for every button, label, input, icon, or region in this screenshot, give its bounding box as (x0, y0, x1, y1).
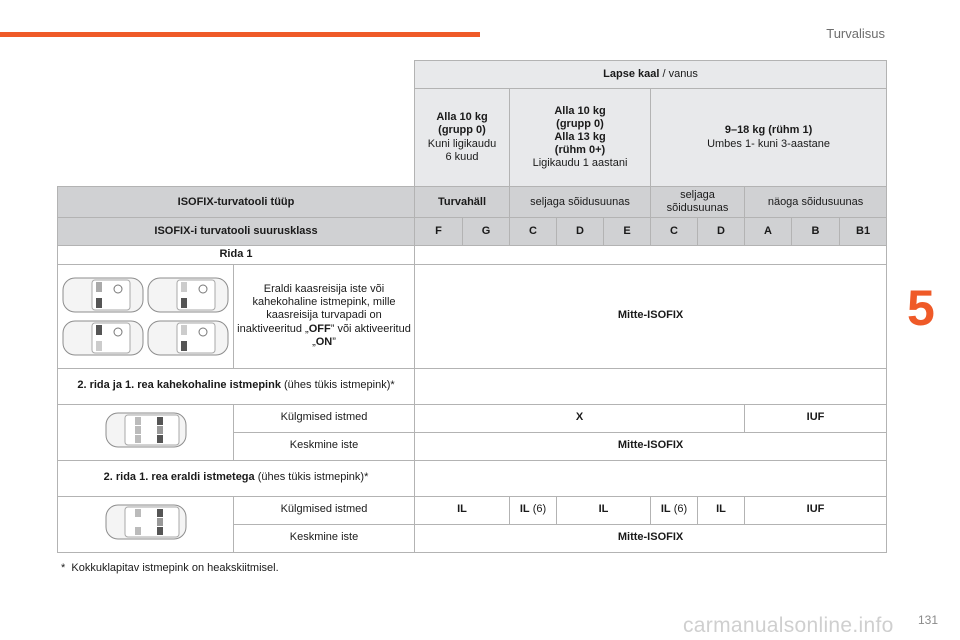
single-value-iuf: IUF (745, 496, 887, 524)
type-rear-facing-2: seljaga sõidusuunas (651, 187, 745, 218)
group-0plus-header: Alla 10 kg (grupp 0) Alla 13 kg (rühm 0+) Ligikaudu 1 aastani (510, 89, 651, 187)
section-title: Turvalisus (826, 26, 885, 41)
weight-age-header: Lapse kaal / vanus (415, 61, 887, 89)
size-class-cell: C (651, 218, 698, 246)
page-number: 131 (917, 613, 938, 627)
size-class-cell: E (604, 218, 651, 246)
size-class-label: ISOFIX-i turvatooli suurusklass (58, 218, 415, 246)
isofix-compatibility-table (57, 60, 887, 553)
car-seat-diagram-icon (62, 318, 144, 358)
footnote: * Kokkuklapitav istmepink on heakskiitmisel. (61, 562, 279, 574)
bench-row-title: 2. rida ja 1. rea kahekohaline istmepink (ühes tükis istmepink)* (58, 368, 415, 404)
group-0-header: Alla 10 kg (grupp 0) Kuni ligikaudu 6 kuud (415, 89, 510, 187)
single-value-il-6: IL (6) (510, 496, 557, 524)
single-seats-row-title: 2. rida 1. rea eraldi istmetega (ühes tükis istmepink)* (58, 460, 415, 496)
row-1-value: Mitte-ISOFIX (415, 264, 887, 368)
single-seat-diagram (58, 496, 234, 552)
row-1-description: Eraldi kaasreisija iste või kahekohaline istmepink, mille kaasreisija turvapadi on inaktiveeritud „OFF” või aktiveeritud „ON” (234, 264, 415, 368)
bench-middle-seat-label: Keskmine iste (234, 432, 415, 460)
type-carrycot: Turvahäll (415, 187, 510, 218)
size-class-cell: B1 (840, 218, 887, 246)
size-class-cell: D (557, 218, 604, 246)
bench-middle-value: Mitte-ISOFIX (415, 432, 887, 460)
chapter-number: 5 (907, 280, 935, 336)
size-class-cell: D (698, 218, 745, 246)
type-forward-facing: näoga sõidusuunas (745, 187, 887, 218)
single-value-il: IL (698, 496, 745, 524)
car-seat-diagram-icon (105, 410, 187, 450)
size-class-cell: F (415, 218, 463, 246)
table-corner-blank (58, 61, 415, 187)
car-seat-diagram-icon (105, 502, 187, 542)
seat-type-label: ISOFIX-turvatooli tüüp (58, 187, 415, 218)
orange-accent-bar (0, 32, 480, 37)
single-row-empty (415, 460, 887, 496)
row-1-empty (415, 246, 887, 264)
single-value-il: IL (557, 496, 651, 524)
row-1-seat-diagrams (58, 264, 234, 368)
bench-seat-diagram (58, 404, 234, 460)
car-seat-diagram-icon (147, 318, 229, 358)
row-1-title: Rida 1 (58, 246, 415, 264)
bench-side-iuf: IUF (745, 404, 887, 432)
group-1-header: 9–18 kg (rühm 1) Umbes 1- kuni 3-aastane (651, 89, 887, 187)
single-middle-seat-label: Keskmine iste (234, 524, 415, 552)
car-seat-diagram-icon (62, 275, 144, 315)
size-class-cell: B (792, 218, 840, 246)
size-class-cell: C (510, 218, 557, 246)
bench-side-x: X (415, 404, 745, 432)
single-side-seats-label: Külgmised istmed (234, 496, 415, 524)
type-rear-facing: seljaga sõidusuunas (510, 187, 651, 218)
single-value-il-6: IL (6) (651, 496, 698, 524)
watermark: carmanualsonline.info (683, 614, 894, 637)
size-class-cell: A (745, 218, 792, 246)
bench-side-seats-label: Külgmised istmed (234, 404, 415, 432)
single-value-il: IL (415, 496, 510, 524)
single-middle-value: Mitte-ISOFIX (415, 524, 887, 552)
size-class-cell: G (463, 218, 510, 246)
bench-row-empty (415, 368, 887, 404)
car-seat-diagram-icon (147, 275, 229, 315)
